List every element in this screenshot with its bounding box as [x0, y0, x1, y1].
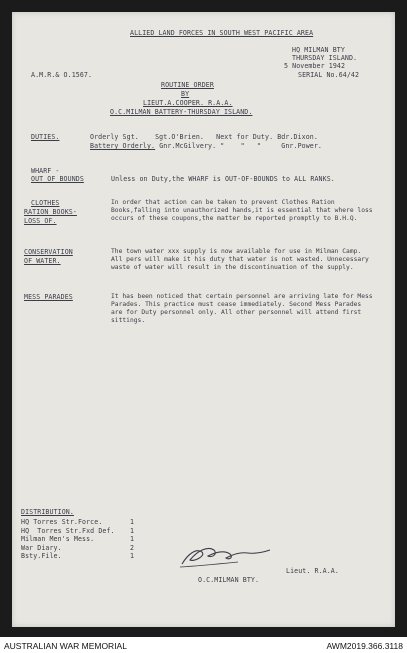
- archive-name: AUSTRALIAN WAR MEMORIAL: [4, 641, 127, 651]
- distribution-row-count: 2: [130, 543, 135, 552]
- distribution-row-count: 1: [130, 518, 135, 526]
- place: THURSDAY ISLAND.: [292, 54, 358, 62]
- distribution-row-name: HQ Torres Str.Fxd Def.: [21, 526, 115, 535]
- distribution-row-name: Milman Men's Mess.: [21, 535, 95, 543]
- mess-text: It has been noticed that certain personnel are arriving late for Mess Parades. This practice must cease immediately. Second Mess Parades are for Duty personnel only. All other personnel will attend first sittings.: [111, 293, 373, 324]
- archive-footer: [0, 637, 407, 653]
- distribution-row-count: 1: [130, 526, 135, 535]
- battery-orderly-rest: Gnr.McGilvery. " " " Gnr.Power.: [155, 142, 322, 150]
- document-page: [12, 12, 395, 627]
- distribution-row-name: War Diary.: [21, 543, 62, 552]
- distribution-row-name: Bsty.File.: [21, 552, 62, 560]
- distribution-row-count: 1: [130, 535, 135, 543]
- unit-name: HQ MILMAN BTY: [292, 46, 345, 54]
- distribution-heading: DISTRIBUTION.: [21, 508, 74, 516]
- serial-number: SERIAL No.64/42: [298, 71, 360, 79]
- order-by: BY: [181, 90, 190, 98]
- water-text: The town water xxx supply is now available for use in Milman Camp. All pers will make it his duty that water is not wasted. Unnecessary waste of water will result in the discontinuation of the supply.: [111, 248, 369, 271]
- handwritten-signature: [178, 540, 273, 570]
- signature-rank: Lieut. R.A.A.: [286, 567, 339, 575]
- duties-line-2: [90, 142, 322, 150]
- clothes-text: In order that action can be taken to prevent Clothes Ration Books,falling into unauthorized hands,it is essential that where loss occurs of these coupons,the matter be reported promptly to B.H.Q.: [111, 199, 373, 222]
- clothes-heading-1: CLOTHES: [31, 199, 60, 207]
- mess-heading: MESS PARADES: [24, 293, 73, 301]
- duties-heading: DUTIES.: [31, 133, 60, 141]
- distribution-row-name: HQ Torres Str.Force.: [21, 518, 103, 526]
- wharf-heading-1: WHARF -: [31, 167, 60, 175]
- clothes-heading-2: RATION BOOKS-: [24, 208, 77, 216]
- battery-orderly-label: Battery Orderly.: [90, 142, 156, 150]
- order-title: ROUTINE ORDER: [161, 81, 214, 89]
- archive-reference: AWM2019.366.3118: [326, 641, 403, 651]
- duties-line-1: Orderly Sgt. Sgt.O'Brien. Next for Duty. Bdr.Dixon.: [90, 133, 318, 141]
- reference-number: A.M.R.& O.1567.: [31, 71, 93, 79]
- date: 5 November 1942: [284, 62, 346, 70]
- clothes-heading-3: LOSS OF.: [24, 217, 57, 225]
- water-heading-2: OF WATER.: [24, 257, 61, 265]
- water-heading-1: CONSERVATION: [24, 248, 73, 256]
- order-command: O.C.MILMAN BATTERY-THURSDAY ISLAND.: [110, 108, 253, 116]
- signature-title: O.C.MILMAN BTY.: [198, 576, 260, 584]
- distribution-row-count: 1: [130, 552, 135, 560]
- order-officer: LIEUT.A.COOPER. R.A.A.: [143, 99, 233, 107]
- wharf-heading-2: OUT OF BOUNDS: [31, 175, 84, 183]
- document-title: ALLIED LAND FORCES IN SOUTH WEST PACIFIC AREA: [130, 29, 314, 37]
- wharf-text: Unless on Duty,the WHARF is OUT-OF-BOUNDS to ALL RANKS.: [111, 175, 335, 183]
